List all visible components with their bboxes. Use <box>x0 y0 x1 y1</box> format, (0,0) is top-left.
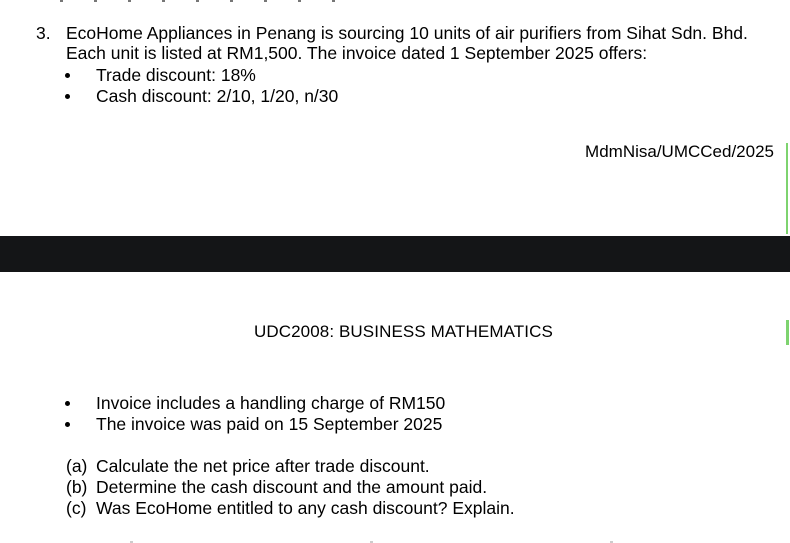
sub-questions-list <box>66 456 515 519</box>
sub-question-label: (c) <box>66 498 87 518</box>
margin-marker <box>786 320 789 345</box>
offers-list <box>62 65 338 107</box>
bullet-icon <box>65 73 70 78</box>
sub-question-b <box>66 477 515 498</box>
sub-question-c <box>66 498 515 519</box>
offer-trade-discount: Trade discount: 18% <box>96 65 256 85</box>
sub-question-text: Determine the cash discount and the amount paid. <box>96 477 488 497</box>
page-footer-author-code: MdmNisa/UMCCed/2025 <box>585 142 774 161</box>
question-text <box>66 23 790 63</box>
bullet-icon <box>65 422 70 427</box>
page-break-divider <box>0 236 790 272</box>
list-item <box>62 393 445 414</box>
sub-question-text: Was EcoHome entitled to any cash discount? Explain. <box>96 498 515 518</box>
list-item <box>62 414 445 435</box>
previous-page-text-remnant <box>60 0 360 2</box>
sub-question-label: (b) <box>66 477 88 497</box>
list-item <box>62 86 338 107</box>
offer-cash-discount: Cash discount: 2/10, 1/20, n/30 <box>96 86 339 106</box>
margin-marker <box>786 143 788 234</box>
sub-question-label: (a) <box>66 456 88 476</box>
question-line: Each unit is listed at RM1,500. The invoice dated 1 September 2025 offers: <box>66 43 648 63</box>
detail-handling-charge: Invoice includes a handling charge of RM150 <box>96 393 446 413</box>
list-item <box>62 65 338 86</box>
question-number: 3. <box>36 23 51 43</box>
invoice-details-list <box>62 393 445 435</box>
page-header-course-title: UDC2008: BUSINESS MATHEMATICS <box>254 322 553 341</box>
bullet-icon <box>65 94 70 99</box>
sub-question-text: Calculate the net price after trade discount. <box>96 456 430 476</box>
sub-question-a <box>66 456 515 477</box>
detail-payment-date: The invoice was paid on 15 September 2025 <box>96 414 443 434</box>
question-line: EcoHome Appliances in Penang is sourcing 10 units of air purifiers from Sihat Sdn. Bhd. <box>66 23 748 43</box>
bullet-icon <box>65 401 70 406</box>
